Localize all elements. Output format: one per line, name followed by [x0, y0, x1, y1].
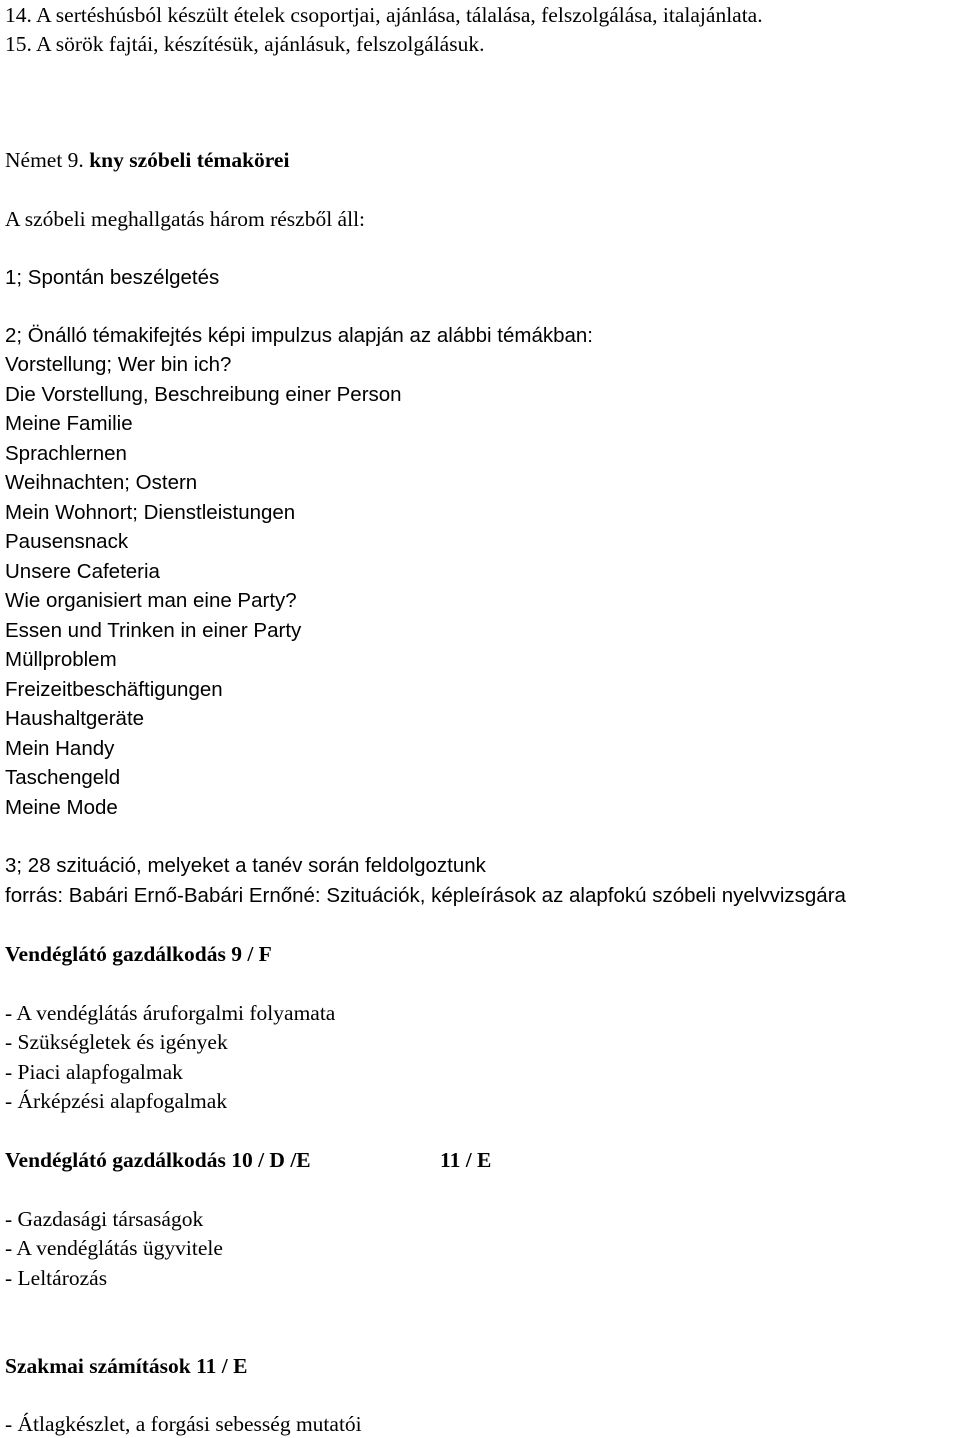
list-item: - A vendéglátás áruforgalmi folyamata: [5, 1001, 336, 1025]
topic-item: Haushaltgeräte: [5, 707, 145, 730]
list-item: - Árképzési alapfogalmak: [5, 1089, 228, 1113]
intro-text: A szóbeli meghallgatás három részből áll:: [5, 207, 366, 231]
topic-item: Taschengeld: [5, 766, 121, 789]
part-2: 2; Önálló témakifejtés képi impulzus alapján az alábbi témákban:: [5, 324, 593, 347]
topic-item: Mein Handy: [5, 737, 115, 760]
topic-item: Freizeitbeschäftigungen: [5, 678, 223, 701]
section-heading-nemet: [5, 147, 289, 173]
part-1: 1; Spontán beszélgetés: [5, 266, 220, 289]
part-3: 3; 28 szituáció, melyeket a tanév során feldolgoztunk: [5, 854, 486, 877]
topic-item: Mein Wohnort; Dienstleistungen: [5, 501, 296, 524]
source-line: forrás: Babári Ernő-Babári Ernőné: Szituációk, képleírások az alapfokú szóbeli nyelvvizsgára: [5, 884, 846, 907]
list-item: 14. A sertéshúsból készült ételek csoportjai, ajánlása, tálalása, felszolgálása, italajánlata.: [5, 3, 763, 27]
list-item: - Átlagkészlet, a forgási sebesség mutatói: [5, 1412, 362, 1436]
list-item: 15. A sörök fajtái, készítésük, ajánlásuk, felszolgálásuk.: [5, 32, 485, 56]
list-item: - A vendéglátás ügyvitele: [5, 1236, 223, 1260]
topic-item: Die Vorstellung, Beschreibung einer Person: [5, 383, 402, 406]
list-item: - Piaci alapfogalmak: [5, 1060, 183, 1084]
topic-item: Wie organisiert man eine Party?: [5, 589, 297, 612]
topic-item: Meine Familie: [5, 412, 133, 435]
topic-item: Essen und Trinken in einer Party: [5, 619, 302, 642]
topic-item: Vorstellung; Wer bin ich?: [5, 353, 232, 376]
section-heading-szakmai: Szakmai számítások 11 / E: [5, 1354, 248, 1378]
topic-item: Pausensnack: [5, 530, 129, 553]
section-heading-vg9: Vendéglátó gazdálkodás 9 / F: [5, 942, 272, 966]
heading-prefix: Német 9.: [5, 148, 84, 172]
topic-item: Müllproblem: [5, 648, 117, 671]
section-heading-vg10-right: 11 / E: [440, 1148, 492, 1172]
section-heading-vg10: Vendéglátó gazdálkodás 10 / D /E: [5, 1148, 311, 1172]
topic-item: Sprachlernen: [5, 442, 127, 465]
heading-rest: kny szóbeli témakörei: [89, 148, 290, 172]
list-item: - Szükségletek és igények: [5, 1030, 228, 1054]
topic-item: Unsere Cafeteria: [5, 560, 160, 583]
topic-item: Weihnachten; Ostern: [5, 471, 198, 494]
list-item: - Gazdasági társaságok: [5, 1207, 204, 1231]
list-item: - Leltározás: [5, 1266, 108, 1290]
topic-item: Meine Mode: [5, 796, 118, 819]
